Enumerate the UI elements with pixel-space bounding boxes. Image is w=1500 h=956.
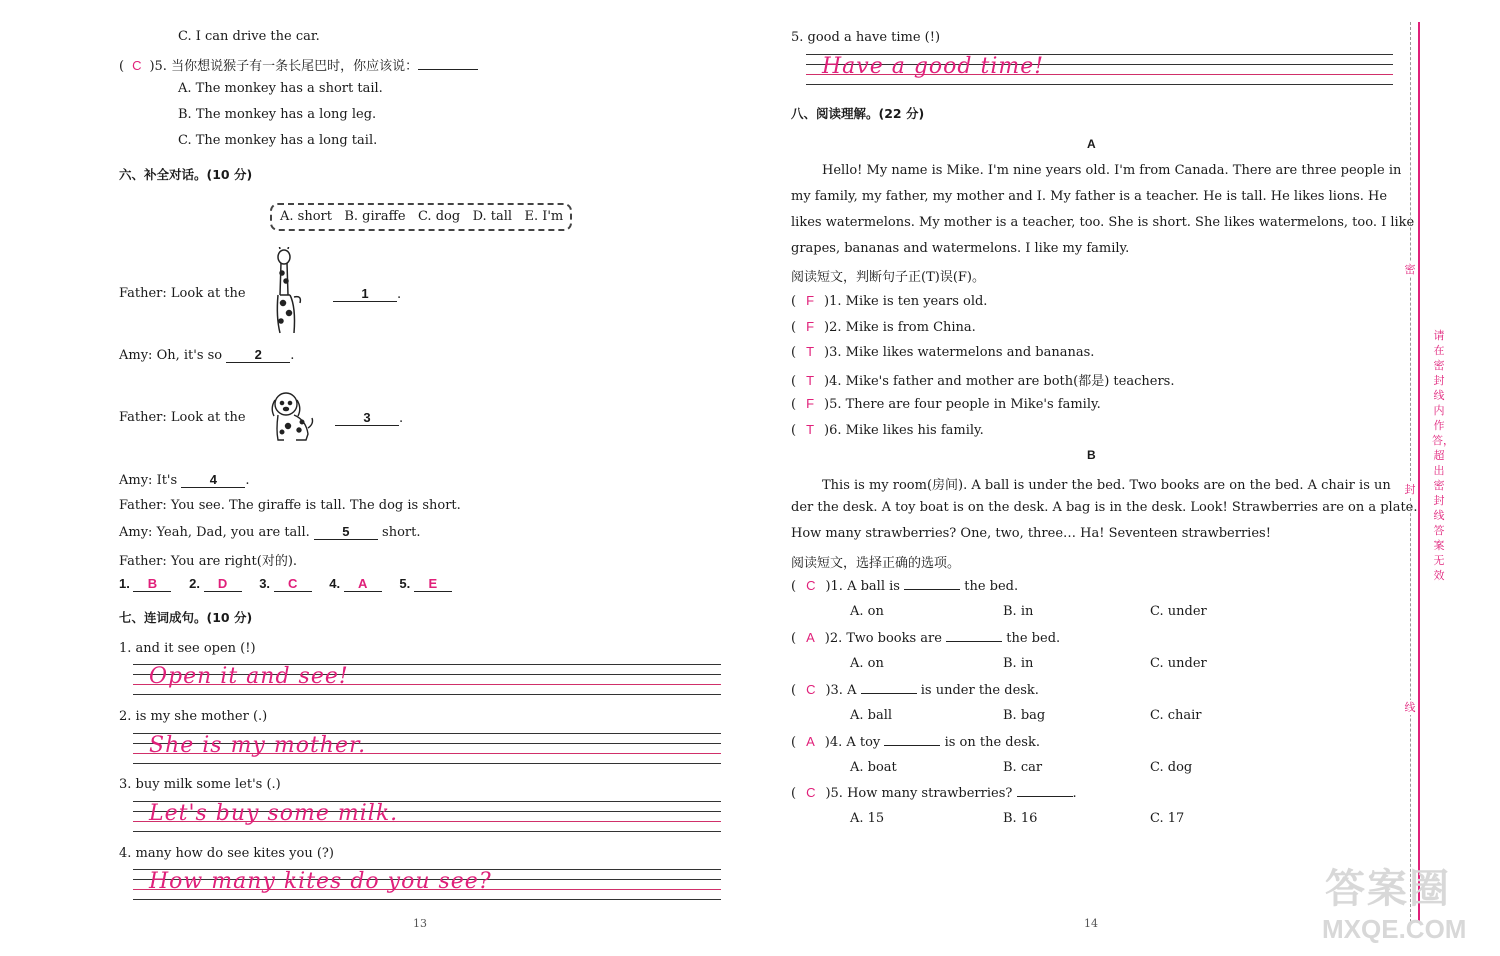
dialog-blank-2: 2 xyxy=(226,347,290,363)
section7-title: 七、连词成句。(10 分) xyxy=(119,610,253,625)
b-item-1-opt-a: A. on xyxy=(850,604,884,619)
s7-prompt-1: 1. and it see open (!) xyxy=(119,641,256,656)
b-item-2-pre: )2. Two books are xyxy=(824,631,942,646)
b-item-4-answer: A xyxy=(806,734,815,749)
a-item-2: ( F )2. Mike is from China. xyxy=(791,319,976,335)
passage-b-line-3: How many strawberries? One, two, three… Ha! Seventeen strawberries! xyxy=(791,526,1271,541)
s7-prompt-4: 4. many how do see kites you (?) xyxy=(119,846,334,861)
word-box-text: A. short B. giraffe C. dog D. tall E. I'm xyxy=(280,209,564,224)
dialog-blank-5: 5 xyxy=(314,524,378,540)
r-q5-answer: Have a good time! xyxy=(822,54,1045,79)
b-item-3-opt-b: B. bag xyxy=(1003,708,1046,723)
b-item-2-opt-c: C. under xyxy=(1150,656,1207,671)
dialog-line-7: Father: You are right(对的). xyxy=(119,554,298,569)
watermark-logo: 答案圈 xyxy=(1325,867,1451,911)
s7-answer-4: How many kites do you see? xyxy=(149,869,492,894)
s7-prompt-2: 2. is my she mother (.) xyxy=(119,709,268,724)
b-item-5-blank xyxy=(1017,796,1073,797)
b-item-4-opt-a: A. boat xyxy=(850,760,897,775)
dialog-line-5: Father: You see. The giraffe is tall. The dog is short. xyxy=(119,498,461,513)
ans-4: A xyxy=(344,576,382,592)
b-item-2-blank xyxy=(946,641,1002,642)
period-1: . xyxy=(397,287,402,302)
b-item-5: ( C )5. How many strawberries? . xyxy=(791,785,1077,801)
a-item-6: ( T )6. Mike likes his family. xyxy=(791,422,984,438)
section8-title: 八、阅读理解。(22 分) xyxy=(791,106,925,121)
dialog-line-4: Amy: It's xyxy=(119,473,178,488)
dialog-line-3: Father: Look at the xyxy=(119,410,246,425)
b-item-1-opt-c: C. under xyxy=(1150,604,1207,619)
b-item-3-opt-a: A. ball xyxy=(850,708,893,723)
a-item-6-text: )6. Mike likes his family. xyxy=(824,423,984,438)
passage-a-line-3: likes watermelons. My mother is a teacher, too. She is short. She likes watermelons, too. I like xyxy=(791,215,1415,230)
b-item-2: ( A )2. Two books are the bed. xyxy=(791,630,1061,646)
b-item-3-blank xyxy=(861,693,917,694)
dialog-blank-4: 4 xyxy=(181,472,245,488)
q5-option-c: C. The monkey has a long tail. xyxy=(178,133,378,148)
r-q5-prompt: 5. good a have time (!) xyxy=(791,30,941,45)
q5-answer: C xyxy=(132,58,142,73)
a-item-5: ( F )5. There are four people in Mike's family. xyxy=(791,396,1101,412)
dialog-line-6-wrap xyxy=(119,524,421,540)
seal-dash-line xyxy=(1410,22,1411,922)
dialog-blank-3-wrap xyxy=(335,410,403,426)
a-item-4: ( T )4. Mike's father and mother are both(都是) teachers. xyxy=(791,373,1175,389)
a-item-1-answer: F xyxy=(806,293,815,308)
a-item-3: ( T )3. Mike likes watermelons and bananas. xyxy=(791,344,1095,360)
b-item-2-post: the bed. xyxy=(1006,631,1061,646)
b-item-5-opt-c: C. 17 xyxy=(1150,811,1185,826)
ans-1-num: 1. xyxy=(119,576,130,591)
b-item-3-opt-c: C. chair xyxy=(1150,708,1202,723)
q5-option-a: A. The monkey has a short tail. xyxy=(178,81,383,96)
ans-3-num: 3. xyxy=(259,576,271,591)
b-item-5-post: . xyxy=(1072,786,1077,801)
ans-3: C xyxy=(274,576,312,592)
watermark-url: MXQE.COM xyxy=(1322,914,1467,944)
b-item-3-post: is under the desk. xyxy=(920,683,1039,698)
dog-icon xyxy=(266,388,316,444)
a-item-1-text: )1. Mike is ten years old. xyxy=(824,294,988,309)
dialog-blank-1-wrap xyxy=(333,286,401,302)
passage-a-line-1: Hello! My name is Mike. I'm nine years old. I'm from Canada. There are three people in xyxy=(822,163,1402,178)
dialog-line-6a: Amy: Yeah, Dad, you are tall. xyxy=(119,525,310,540)
passage-b-line-1: This is my room(房间). A ball is under the bed. Two books are on the bed. A chair is un xyxy=(822,478,1391,493)
b-item-1-blank xyxy=(904,589,960,590)
a-item-6-answer: T xyxy=(806,422,815,437)
word-box xyxy=(270,203,572,231)
passage-a-label: A xyxy=(1087,137,1096,151)
a-item-3-text: )3. Mike likes watermelons and bananas. xyxy=(824,345,1095,360)
q5-question xyxy=(119,55,478,74)
seal-char-bottom: 线 xyxy=(1404,701,1416,714)
passage-a-line-4: grapes, bananas and watermelons. I like my family. xyxy=(791,241,1130,256)
b-item-2-opt-a: A. on xyxy=(850,656,884,671)
b-item-4-post: is on the desk. xyxy=(944,735,1040,750)
a-item-4-answer: T xyxy=(806,373,815,388)
seal-notice: 请在密封线内作答，超出密封线答案无效 xyxy=(1432,329,1454,582)
q5-blank xyxy=(418,69,478,70)
s7-answer-1: Open it and see! xyxy=(149,664,349,689)
b-item-1: ( C )1. A ball is the bed. xyxy=(791,578,1019,594)
b-item-4-blank xyxy=(884,745,940,746)
a-item-3-answer: T xyxy=(806,344,815,359)
period-4: . xyxy=(245,473,250,488)
a-item-2-answer: F xyxy=(806,319,815,334)
section6-title: 六、补全对话。(10 分) xyxy=(119,167,253,182)
ans-1: B xyxy=(133,576,171,592)
dialog-line-1: Father: Look at the xyxy=(119,286,246,301)
passage-b-line-2: der the desk. A toy boat is on the desk. A bag is in the desk. Look! Strawberries are on a plate. xyxy=(791,500,1418,515)
b-item-1-post: the bed. xyxy=(964,579,1019,594)
dialog-line-2: Amy: Oh, it's so xyxy=(119,348,223,363)
b-item-4: ( A )4. A toy is on the desk. xyxy=(791,734,1040,750)
ans-5-num: 5. xyxy=(399,576,411,591)
a-item-2-text: )2. Mike is from China. xyxy=(824,320,976,335)
ans-4-num: 4. xyxy=(329,576,341,591)
b-item-5-opt-b: B. 16 xyxy=(1003,811,1038,826)
ans-2: D xyxy=(204,576,242,592)
section6-answers xyxy=(119,576,452,592)
q5-paren-open: ( xyxy=(119,59,125,74)
q4-option-c: C. I can drive the car. xyxy=(178,29,320,44)
b-item-2-answer: A xyxy=(806,630,815,645)
b-item-5-opt-a: A. 15 xyxy=(850,811,885,826)
b-item-4-opt-b: B. car xyxy=(1003,760,1043,775)
s7-answer-3: Let's buy some milk. xyxy=(149,801,399,826)
a-item-5-text: )5. There are four people in Mike's family. xyxy=(824,397,1101,412)
q5-option-b: B. The monkey has a long leg. xyxy=(178,107,377,122)
giraffe-icon xyxy=(268,247,306,337)
margin-rule xyxy=(1418,22,1420,922)
b-item-3-answer: C xyxy=(806,682,816,697)
period-2: . xyxy=(290,348,295,363)
ans-2-num: 2. xyxy=(189,576,200,591)
b-item-1-answer: C xyxy=(806,578,816,593)
a-item-4-text: )4. Mike's father and mother are both(都是) teachers. xyxy=(824,374,1175,389)
b-item-1-pre: )1. A ball is xyxy=(825,579,900,594)
a-item-1: ( F )1. Mike is ten years old. xyxy=(791,293,988,309)
page-number-right: 14 xyxy=(1084,917,1098,930)
seal-char-mid: 封 xyxy=(1404,483,1416,496)
page-number-left: 13 xyxy=(413,917,427,930)
q5-text: )5. 当你想说猴子有一条长尾巴时，你应该说： xyxy=(149,59,419,74)
dialog-blank-1: 1 xyxy=(333,286,397,302)
seal-char-top: 密 xyxy=(1404,263,1416,276)
b-item-3-pre: )3. A xyxy=(825,683,857,698)
a-item-5-answer: F xyxy=(806,396,815,411)
b-item-5-pre: )5. How many strawberries? xyxy=(825,786,1013,801)
passage-a-line-2: my family, my father, my mother and I. My father is a teacher. He is tall. He likes lions. He xyxy=(791,189,1388,204)
b-item-4-opt-c: C. dog xyxy=(1150,760,1193,775)
b-item-4-pre: )4. A toy xyxy=(824,735,881,750)
ans-5: E xyxy=(414,576,452,592)
passage-a-instruction: 阅读短文，判断句子正(T)误(F)。 xyxy=(791,270,985,285)
dialog-line-4-wrap xyxy=(119,472,249,488)
dialog-line-2-wrap xyxy=(119,347,294,363)
b-item-2-opt-b: B. in xyxy=(1003,656,1034,671)
period-3: . xyxy=(399,411,404,426)
passage-b-instruction: 阅读短文，选择正确的选项。 xyxy=(791,556,961,571)
s7-prompt-3: 3. buy milk some let's (.) xyxy=(119,777,281,792)
b-item-3: ( C )3. A is under the desk. xyxy=(791,682,1039,698)
dialog-line-6b: short. xyxy=(382,525,421,540)
b-item-1-opt-b: B. in xyxy=(1003,604,1034,619)
s7-answer-2: She is my mother. xyxy=(149,733,367,758)
passage-b-label: B xyxy=(1087,448,1096,462)
dialog-blank-3: 3 xyxy=(335,410,399,426)
b-item-5-answer: C xyxy=(806,785,816,800)
